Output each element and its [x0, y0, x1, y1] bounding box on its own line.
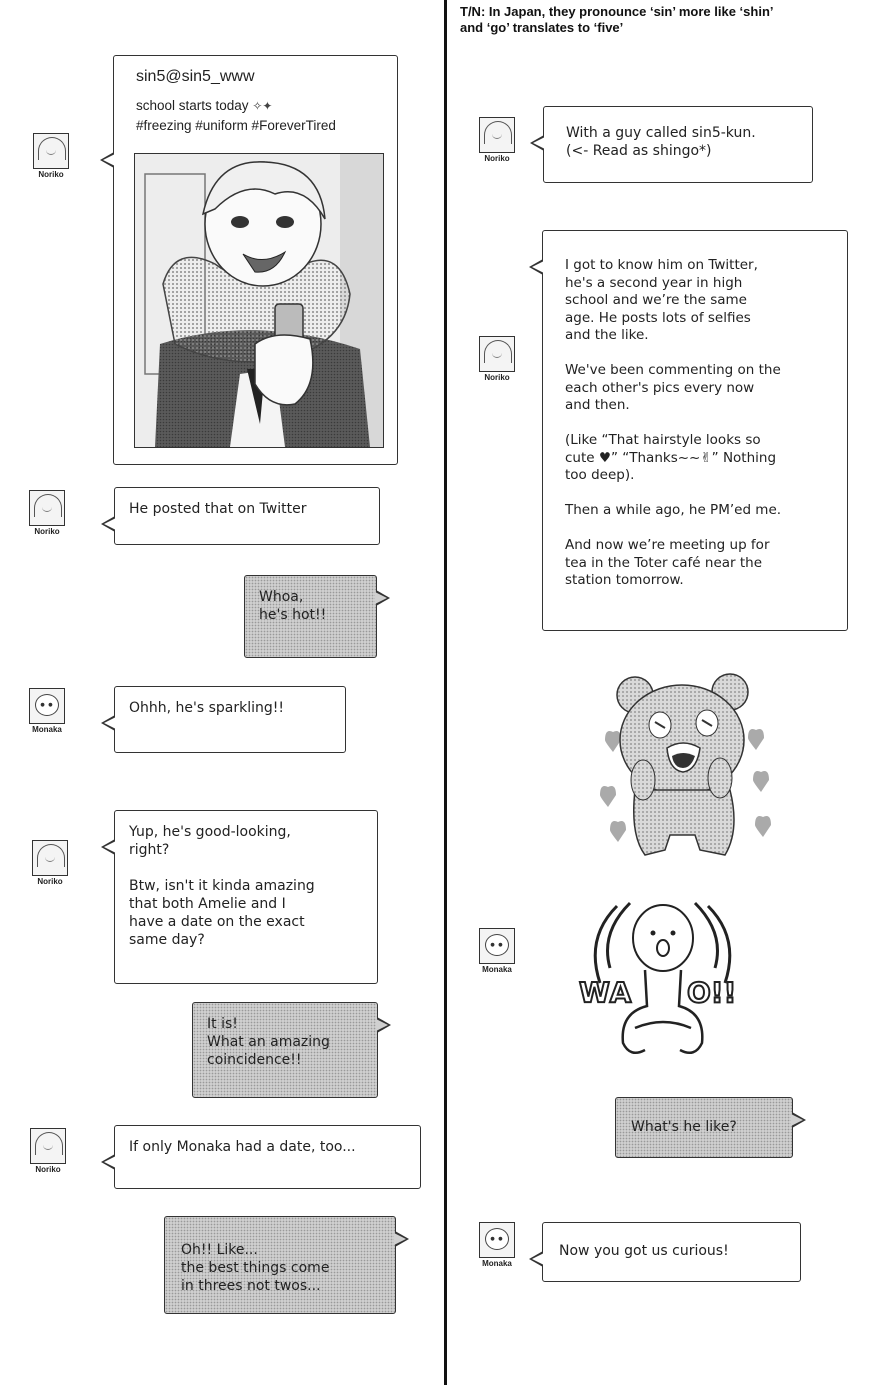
username: Noriko	[37, 877, 63, 886]
username: Noriko	[34, 527, 60, 536]
message-bubble[interactable]: Now you got us curious!	[542, 1222, 801, 1282]
message-bubble[interactable]: With a guy called sin5-kun. (<- Read as shingo*)	[543, 106, 813, 183]
message-bubble[interactable]: Yup, he's good-looking, right? Btw, isn't it kinda amazing that both Amelie and I have a date on the exact same day?	[114, 810, 378, 984]
column-divider	[444, 0, 447, 1385]
tweet-photo[interactable]	[134, 153, 384, 448]
monaka-avatar-icon	[479, 1222, 515, 1258]
tweet-card[interactable]	[113, 55, 398, 465]
noriko-avatar-icon	[32, 840, 68, 876]
avatar-noriko[interactable]	[467, 117, 527, 163]
message-bubble[interactable]: He posted that on Twitter	[114, 487, 380, 545]
avatar-noriko[interactable]	[17, 490, 77, 536]
avatar-noriko[interactable]	[20, 840, 80, 886]
avatar-monaka[interactable]	[467, 1222, 527, 1268]
message-bubble[interactable]: Ohhh, he's sparkling!!	[114, 686, 346, 753]
noriko-avatar-icon	[479, 117, 515, 153]
wao-text-right: O!!	[687, 976, 737, 1009]
noriko-avatar-icon	[30, 1128, 66, 1164]
selfie-illustration	[135, 154, 383, 447]
username: Noriko	[35, 1165, 61, 1174]
avatar-noriko[interactable]	[21, 133, 81, 179]
username: Noriko	[484, 373, 510, 382]
avatar-noriko[interactable]	[18, 1128, 78, 1174]
avatar-noriko[interactable]	[467, 336, 527, 382]
message-bubble[interactable]: If only Monaka had a date, too...	[114, 1125, 421, 1189]
avatar-monaka[interactable]	[467, 928, 527, 974]
message-bubble[interactable]: I got to know him on Twitter, he's a second year in high school and we’re the same age. He posts lots of selfies and the like. We've been commenting on the each other's pics every now and then. (Like “That hairstyle looks so cute ♥” “Thanks~~✌” Nothing too deep). Then a while ago, he PM’ed me. And now we’re meeting up for tea in the Toter café near the station tomorrow.	[542, 230, 848, 631]
username: Noriko	[38, 170, 64, 179]
message-bubble[interactable]: What's he like?	[615, 1097, 793, 1158]
username: Monaka	[32, 725, 62, 734]
noriko-avatar-icon	[33, 133, 69, 169]
noriko-avatar-icon	[479, 336, 515, 372]
monaka-avatar-icon	[479, 928, 515, 964]
message-bubble[interactable]: It is! What an amazing coincidence!!	[192, 1002, 378, 1098]
tweet-hashtags[interactable]: #freezing #uniform #ForeverTired	[136, 118, 336, 133]
translator-note: T/N: In Japan, they pronounce ‘sin’ more like ‘shin’ and ‘go’ translates to ‘five’	[460, 4, 774, 35]
username: Monaka	[482, 1259, 512, 1268]
tweet-text	[136, 96, 386, 136]
noriko-avatar-icon	[29, 490, 65, 526]
tweet-line-1: school starts today	[136, 98, 249, 113]
avatar-monaka[interactable]	[17, 688, 77, 734]
tweet-handle[interactable]: sin5@sin5_www	[136, 68, 255, 85]
bear-sticker[interactable]	[585, 670, 785, 875]
bear-hearts-icon	[585, 670, 785, 875]
username: Monaka	[482, 965, 512, 974]
message-bubble[interactable]: Whoa, he's hot!!	[244, 575, 377, 658]
wao-text-left: WA	[579, 976, 633, 1009]
message-bubble[interactable]: Oh!! Like... the best things come in threes not twos...	[164, 1216, 396, 1314]
monaka-avatar-icon	[29, 688, 65, 724]
username: Noriko	[484, 154, 510, 163]
sparkle-icon: ✧✦	[252, 99, 273, 113]
wao-sticker[interactable]	[575, 888, 750, 1068]
